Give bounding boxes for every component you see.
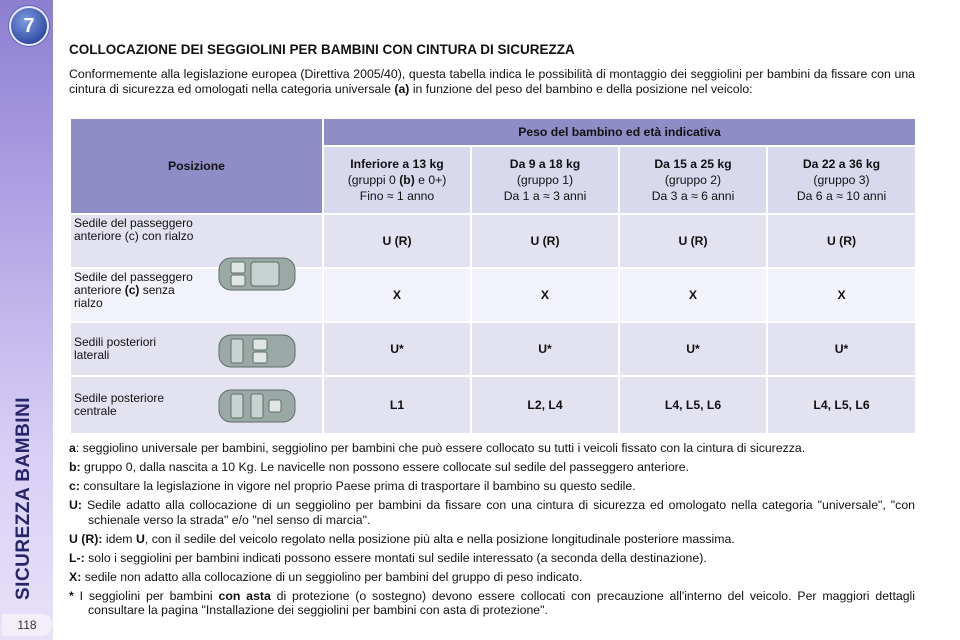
value-cell: L4, L5, L6 [619, 376, 767, 434]
value-cell: X [471, 268, 619, 322]
value-cell: L2, L4 [471, 376, 619, 434]
header-group-0: Inferiore a 13 kg (gruppi 0 (b) e 0+) Fino ≈ 1 anno [323, 146, 471, 214]
value-cell: U* [619, 322, 767, 376]
chapter-sidebar [0, 0, 53, 640]
chapter-title: SICUREZZA BAMBINI [13, 396, 34, 600]
row-label-front-without-booster: Sedile del passeggero anteriore (c) senza rialzo [70, 268, 323, 322]
page-title: COLLOCAZIONE DEI SEGGIOLINI PER BAMBINI CON CINTURA DI SICUREZZA [69, 42, 575, 57]
note-u-r: U (R): idem U, con il sedile del veicolo regolato nella posizione più alta e nella posizione longitudinale posteriore massima. [69, 531, 735, 546]
note-b: b: gruppo 0, dalla nascita a 10 Kg. Le navicelle non possono essere collocate sul sedile del passeggero anteriore. [69, 460, 690, 474]
header-group-1: Da 9 a 18 kg (gruppo 1) Da 1 a ≈ 3 anni [471, 146, 619, 214]
note-x: X: sedile non adatto alla collocazione di un seggiolino per bambini del gruppo di peso indicato. [69, 569, 583, 584]
car-front-seat-diagram [217, 254, 297, 294]
intro-text: Conformemente alla legislazione europea (Direttiva 2005/40), questa tabella indica le possibilità di montaggio dei seggiolini per bambini da fissare con una cintura di sicurezza ed omologati nella categoria universale [69, 67, 915, 96]
value-cell: X [323, 268, 471, 322]
header-weight-group: Peso del bambino ed età indicativa [323, 118, 916, 146]
row-label-rear-center: Sedile posteriore centrale [70, 376, 323, 434]
value-cell: U* [323, 322, 471, 376]
note-star: * I seggiolini per bambini con asta di protezione (o sostegno) devono essere collocati con precauzione all'interno del veicolo. Per maggiori dettagli consultare la pagina "Installazione dei seggiolini per bambini con asta di protezione". [69, 588, 916, 617]
intro-text-end: in funzione del peso del bambino e della posizione nel veicolo: [409, 81, 753, 96]
note-c: c: consultare la legislazione in vigore nel proprio Paese prima di trasportare il bambino su questo sedile. [69, 479, 636, 493]
value-cell: U* [767, 322, 916, 376]
note-l: L-: solo i seggiolini per bambini indicati possono essere montati sul sedile interessato (a seconda della destinazione). [69, 550, 707, 565]
value-cell: U (R) [471, 214, 619, 268]
car-rear-center-seat-diagram [217, 386, 297, 426]
row-label-rear-side: Sedili posteriori laterali [70, 322, 323, 376]
page-number: 118 [2, 614, 52, 636]
value-cell: X [767, 268, 916, 322]
value-cell: U* [471, 322, 619, 376]
row-label-front-with-booster: Sedile del passeggero anteriore (c) con rialzo [70, 214, 323, 268]
value-cell: U (R) [767, 214, 916, 268]
table-row [70, 376, 916, 434]
table-row [70, 268, 916, 322]
child-seat-table [69, 117, 917, 435]
header-group-2: Da 15 a 25 kg (gruppo 2) Da 3 a ≈ 6 anni [619, 146, 767, 214]
value-cell: U (R) [619, 214, 767, 268]
header-group-3: Da 22 a 36 kg (gruppo 3) Da 6 a ≈ 10 anni [767, 146, 916, 214]
note-a: a: seggiolino universale per bambini, seggiolino per bambini che può essere collocato su tutti i veicoli fissato con la cintura di sicurezza. [69, 441, 806, 455]
intro-paragraph [69, 67, 915, 96]
intro-ref-a: (a) [394, 81, 410, 96]
value-cell: L4, L5, L6 [767, 376, 916, 434]
footnotes [69, 441, 915, 622]
table-row [70, 322, 916, 376]
car-rear-side-seats-diagram [217, 331, 297, 371]
table-row [70, 214, 916, 268]
header-position: Posizione [70, 118, 323, 214]
note-u: U: Sedile adatto alla collocazione di un seggiolino per bambini da fissare con una cintura di sicurezza ed omologato nella categoria "universale", "con schienale verso la strada" e/o "nel senso di marcia". [69, 498, 915, 527]
chapter-number-badge: 7 [9, 6, 49, 46]
value-cell: U (R) [323, 214, 471, 268]
value-cell: L1 [323, 376, 471, 434]
value-cell: X [619, 268, 767, 322]
